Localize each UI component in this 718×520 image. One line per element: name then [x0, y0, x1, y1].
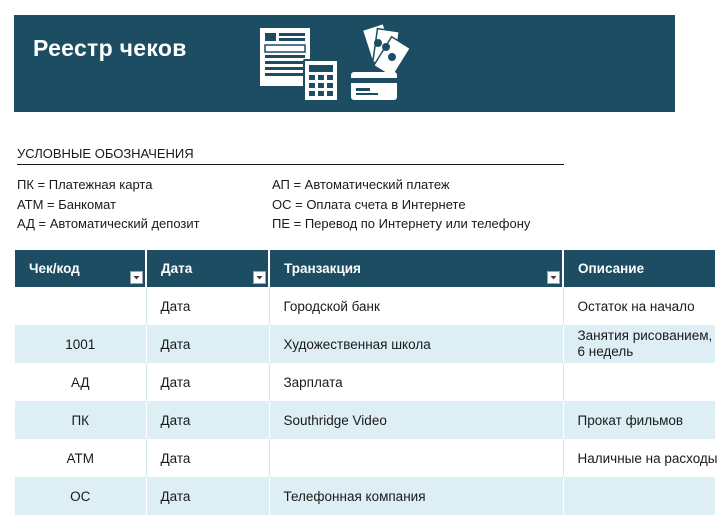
column-header-date[interactable]	[146, 250, 269, 287]
check-register-table	[15, 250, 718, 515]
legend-item: АП = Автоматический платеж	[272, 177, 450, 192]
column-header-transaction[interactable]	[269, 250, 563, 287]
column-header-code[interactable]	[15, 250, 146, 287]
finance-illustration-icon	[259, 22, 409, 104]
legend-column-left	[17, 175, 200, 234]
cell-description[interactable]: Прокат фильмов	[563, 401, 715, 439]
table-row	[15, 439, 715, 477]
legend-item: ОС = Оплата счета в Интернете	[272, 196, 466, 212]
cell-date[interactable]: Дата	[146, 477, 269, 515]
cell-description[interactable]	[563, 477, 715, 515]
legend-item: АТМ = Банкомат	[17, 196, 117, 212]
cell-transaction[interactable]: Городской банк	[269, 287, 563, 325]
cell-code[interactable]	[15, 287, 146, 325]
cell-transaction[interactable]: Southridge Video	[269, 401, 563, 439]
cell-date[interactable]: Дата	[146, 287, 269, 325]
filter-dropdown-icon[interactable]	[547, 271, 560, 284]
header-banner	[14, 15, 675, 112]
cell-date[interactable]: Дата	[146, 439, 269, 477]
column-header-description[interactable]	[563, 250, 715, 287]
cell-transaction[interactable]: Художественная школа	[269, 325, 563, 363]
table-row	[15, 287, 715, 325]
table-row	[15, 401, 715, 439]
cell-description[interactable]: Остаток на начало	[563, 287, 715, 325]
cell-code[interactable]: АД	[15, 363, 146, 401]
cell-description[interactable]: Занятия рисованием, 6 недель	[563, 325, 715, 363]
legend-divider	[17, 164, 564, 165]
column-header-label: Транзакция	[284, 261, 361, 276]
cell-transaction[interactable]: Телефонная компания	[269, 477, 563, 515]
cell-description[interactable]	[563, 363, 715, 401]
cell-date[interactable]: Дата	[146, 401, 269, 439]
table-header-row	[15, 250, 715, 287]
cell-code[interactable]: 1001	[15, 325, 146, 363]
table-row	[15, 325, 715, 363]
legend-item: АД = Автоматический депозит	[17, 216, 200, 231]
legend-title: УСЛОВНЫЕ ОБОЗНАЧЕНИЯ	[17, 146, 194, 161]
cell-transaction[interactable]: Зарплата	[269, 363, 563, 401]
legend-item: ПЕ = Перевод по Интернету или телефону	[272, 216, 531, 231]
page-title: Реестр чеков	[33, 35, 187, 61]
cell-transaction[interactable]	[269, 439, 563, 477]
table-row	[15, 477, 715, 515]
filter-dropdown-icon[interactable]	[130, 271, 143, 284]
legend-column-right	[272, 175, 530, 234]
cell-date[interactable]: Дата	[146, 325, 269, 363]
cell-code[interactable]: ОС	[15, 477, 146, 515]
cell-date[interactable]: Дата	[146, 363, 269, 401]
cell-code[interactable]: ПК	[15, 401, 146, 439]
filter-dropdown-icon[interactable]	[253, 271, 266, 284]
legend-item: ПК = Платежная карта	[17, 177, 153, 192]
column-header-label: Описание	[578, 261, 645, 276]
column-header-label: Чек/код	[29, 261, 80, 276]
column-header-label: Дата	[161, 261, 193, 276]
cell-description[interactable]: Наличные на расходы	[563, 439, 715, 477]
cell-code[interactable]: АТМ	[15, 439, 146, 477]
table-row	[15, 363, 715, 401]
